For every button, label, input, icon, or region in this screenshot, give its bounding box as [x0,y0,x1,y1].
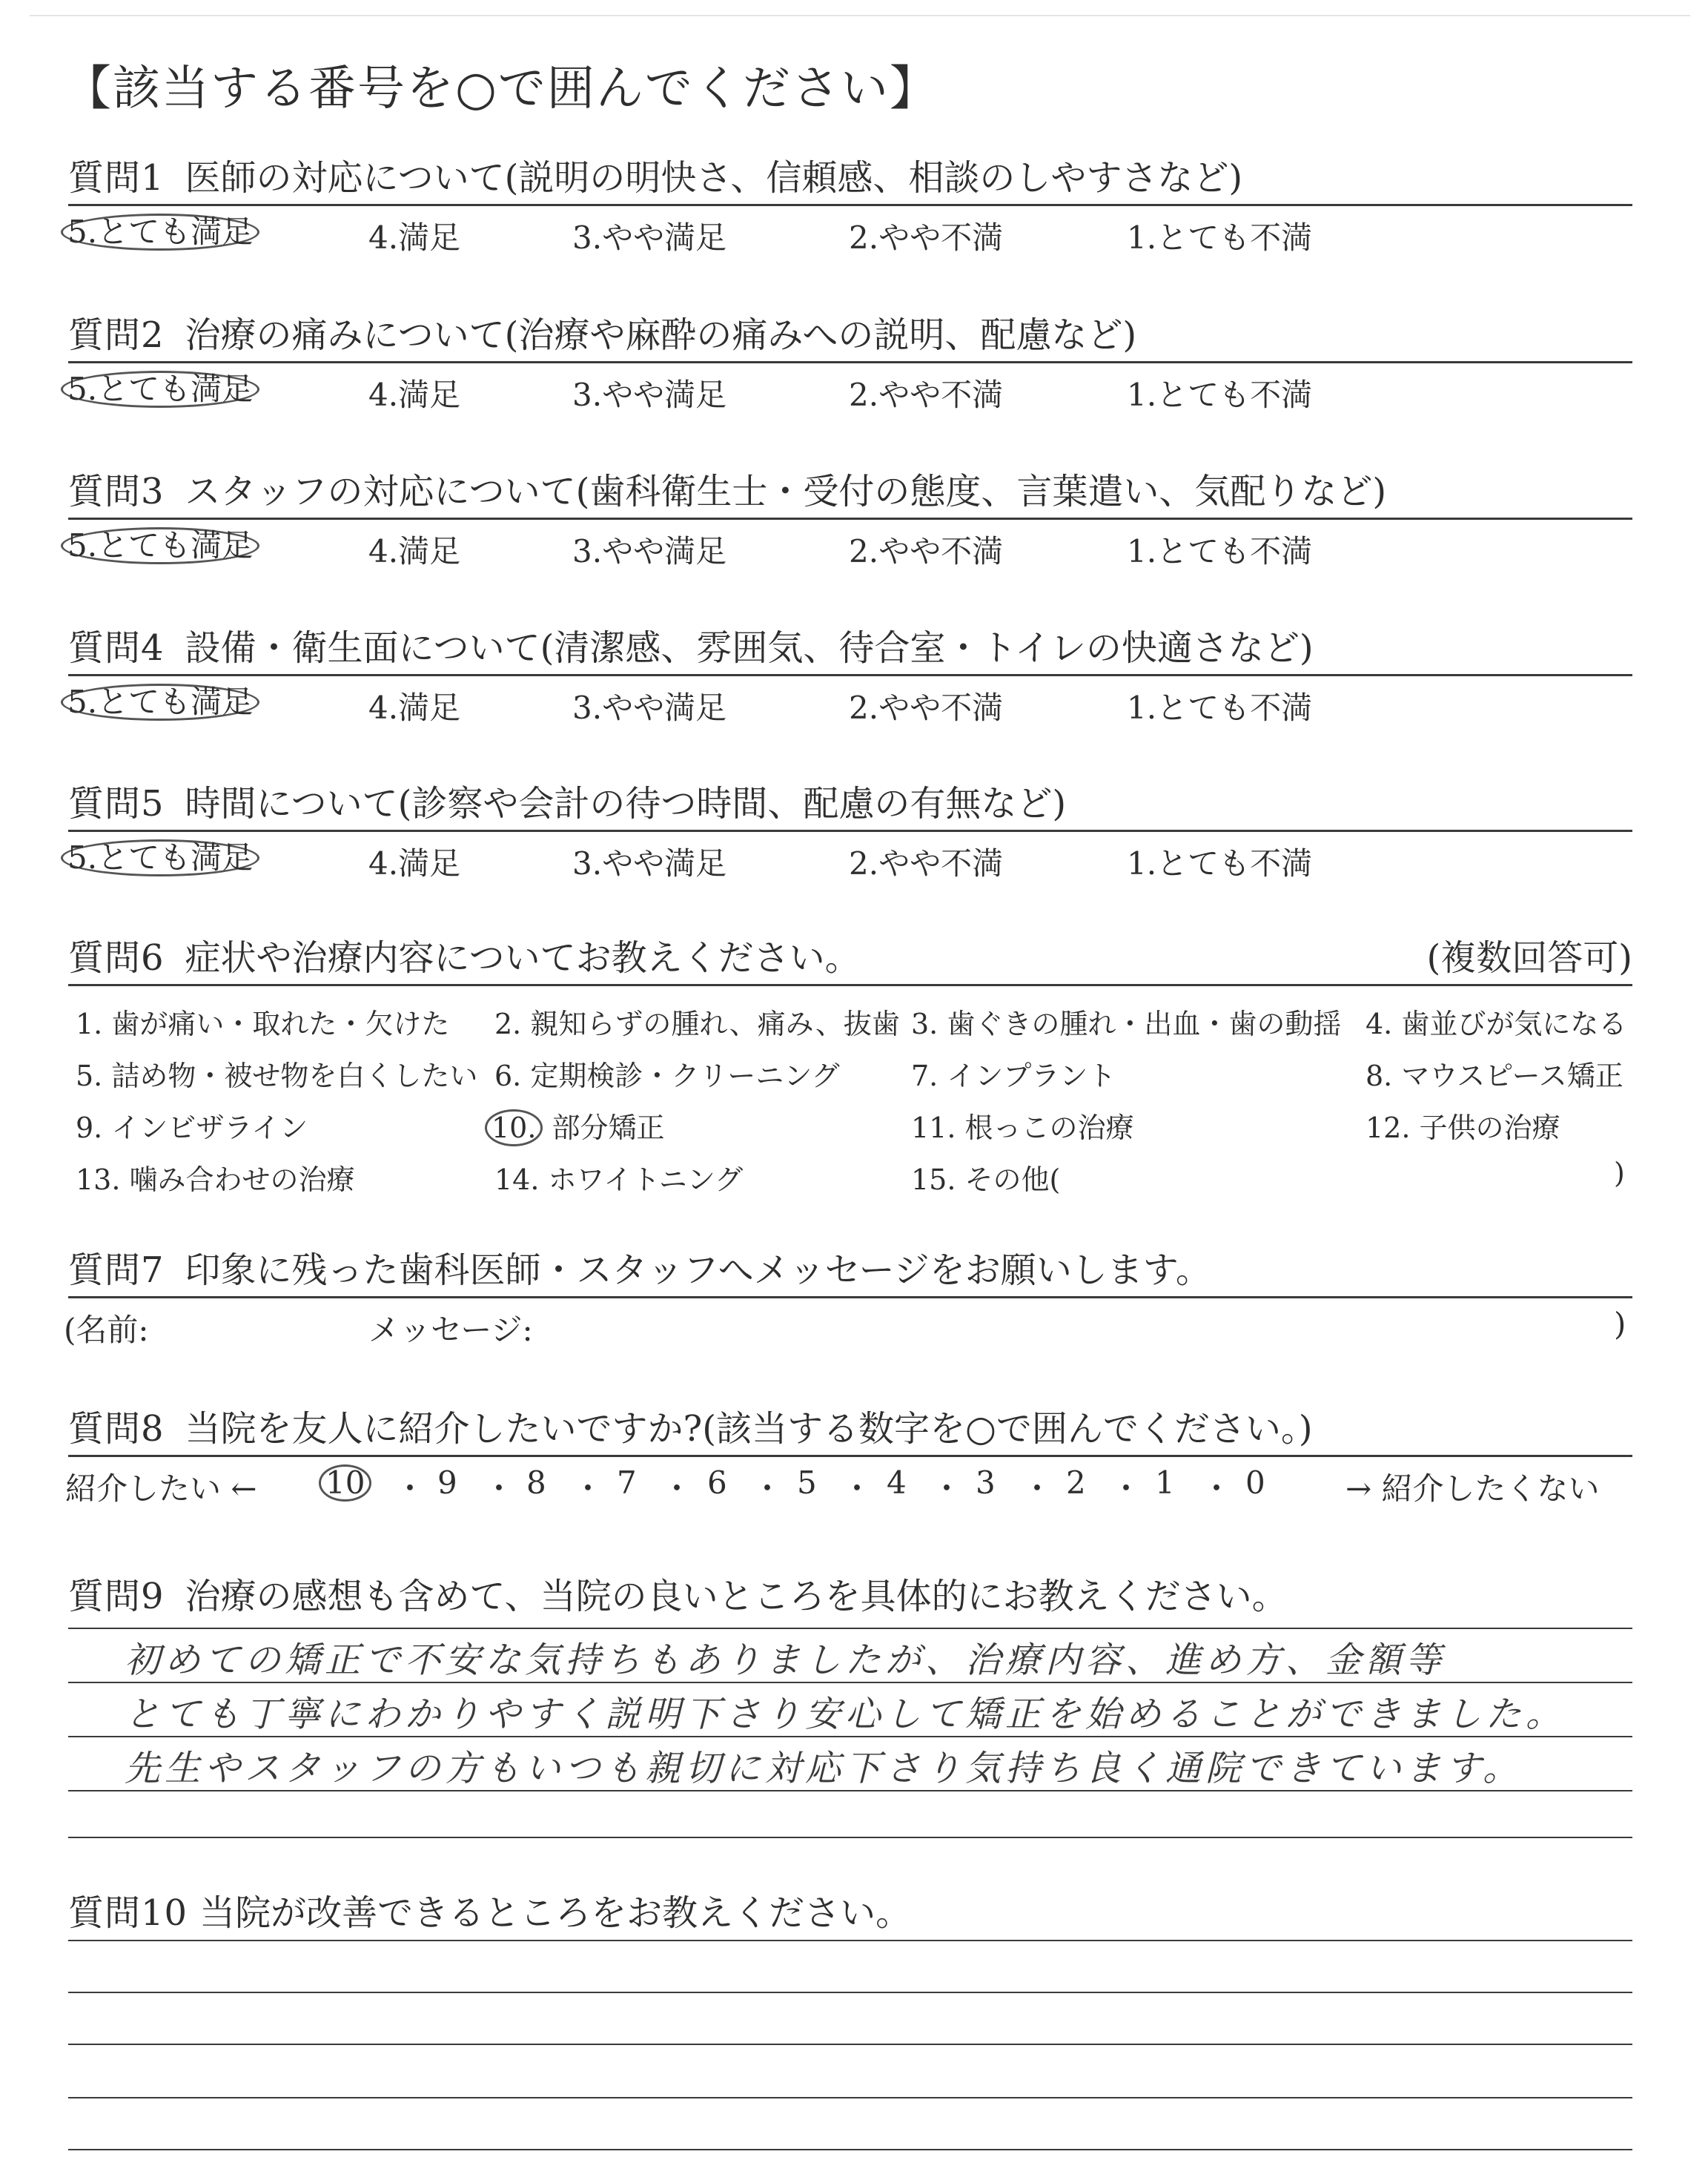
scale-0[interactable]: 0 [1245,1464,1265,1501]
question-title [68,1571,1632,1622]
rating-options[interactable] [68,363,1632,415]
symptom-item-selected[interactable]: 10. 部分矯正 [492,1105,665,1146]
selected-circle: 5.とても満足 [61,684,259,721]
option-1[interactable]: 1.とても不満 [1127,377,1313,413]
question-number: 質問6 [68,937,165,979]
option-2[interactable]: 2.やや不満 [849,533,1004,569]
option-1[interactable]: 1.とても不満 [1127,845,1313,882]
scale-dot: ・ [483,1470,515,1507]
question-title [68,1403,1632,1455]
question-9 [68,1571,1632,1622]
answer-line [68,1940,1632,1941]
option-1[interactable]: 1.とても不満 [1127,690,1313,726]
scale-7[interactable]: 7 [617,1464,637,1501]
name-label: (名前: [64,1312,149,1348]
option-5[interactable] [68,371,259,408]
symptom-item[interactable]: 11. 根っこの治療 [911,1112,1134,1144]
selected-circle: 10 [319,1464,371,1502]
scale-dot: ・ [841,1470,873,1507]
symptom-item[interactable]: 12. 子供の治療 [1366,1112,1560,1144]
scale-dot: ・ [931,1470,963,1507]
option-4[interactable]: 4.満足 [368,533,461,569]
symptom-item[interactable]: 5. 詰め物・被せ物を白くしたい [76,1060,478,1092]
symptom-item[interactable]: 9. インビザライン [76,1112,308,1144]
page-header: 【該当する番号を○で囲んでください】 [64,62,939,116]
symptom-item-other[interactable]: 15. その他( [911,1163,1061,1196]
answer-line [68,1992,1632,1993]
multiple-answers-note: (複数回答可) [1426,937,1632,979]
option-3[interactable]: 3.やや満足 [572,845,727,882]
scale-9[interactable]: 9 [437,1464,457,1501]
question-text: 印象に残った歯科医師・スタッフへメッセージをお願いします。 [185,1249,1211,1291]
message-label: メッセージ: [368,1312,533,1348]
answer-line [68,1628,1632,1629]
question-title [68,152,1632,204]
scale-8[interactable]: 8 [526,1464,546,1501]
question-number: 質問3 [68,471,165,512]
option-2[interactable]: 2.やや不満 [849,377,1004,413]
handwritten-answer-line-2: とても丁寧にわかりやすく説明下さり安心して矯正を始めることができました。 [125,1694,1566,1735]
recommend-left-label: 紹介したい ← [65,1470,257,1507]
question-7 [64,1244,1632,1350]
option-5[interactable] [68,214,259,251]
question-number: 質問10 [68,1892,188,1934]
scale-dot: ・ [661,1470,693,1507]
question-4 [68,622,1632,728]
symptom-item[interactable]: 14. ホワイトニング [494,1163,744,1196]
selected-circle: 10. [485,1109,543,1146]
symptom-item[interactable]: 4. 歯並びが気になる [1366,1008,1627,1040]
scale-6[interactable]: 6 [707,1464,727,1501]
question-title [68,778,1632,830]
answer-line [68,2097,1632,2098]
message-row[interactable] [64,1298,1632,1350]
question-text: 症状や治療内容についてお教えください。 [185,937,861,979]
question-5 [68,778,1632,884]
symptom-item[interactable]: 1. 歯が痛い・取れた・欠けた [76,1008,450,1040]
option-4[interactable]: 4.満足 [368,690,461,726]
selected-circle: 5.とても満足 [61,839,259,876]
scale-dot: ・ [1110,1470,1142,1507]
recommend-scale[interactable] [65,1457,1632,1516]
rating-options[interactable] [68,206,1632,258]
scale-3[interactable]: 3 [976,1464,996,1501]
rating-options[interactable] [68,520,1632,572]
option-3[interactable]: 3.やや満足 [572,533,727,569]
option-2[interactable]: 2.やや不満 [849,690,1004,726]
scale-dot: ・ [1022,1470,1053,1507]
question-text: 当院を友人に紹介したいですか?(該当する数字を○で囲んでください。) [185,1408,1313,1450]
question-text: スタッフの対応について(歯科衛生士・受付の態度、言葉遣い、気配りなど) [185,471,1387,512]
answer-line [68,1790,1632,1791]
question-number: 質問7 [68,1249,165,1291]
option-3[interactable]: 3.やや満足 [572,377,727,413]
scale-10-selected[interactable] [326,1464,371,1502]
option-5[interactable] [68,839,259,876]
option-1[interactable]: 1.とても不満 [1127,219,1313,256]
option-4[interactable]: 4.満足 [368,219,461,256]
scale-dot: ・ [752,1470,784,1507]
rating-options[interactable] [68,676,1632,728]
option-1[interactable]: 1.とても不満 [1127,533,1313,569]
answer-line [68,1736,1632,1737]
rating-options[interactable] [68,832,1632,884]
question-title [68,1244,1632,1296]
scale-2[interactable]: 2 [1066,1464,1086,1501]
question-2 [68,309,1632,415]
question-title [68,309,1632,361]
option-3[interactable]: 3.やや満足 [572,219,727,256]
question-number: 質問2 [68,314,165,356]
option-4[interactable]: 4.満足 [368,377,461,413]
question-title [68,1887,1632,1939]
question-number: 質問1 [68,157,165,199]
answer-line [68,1837,1632,1838]
scale-5[interactable]: 5 [797,1464,817,1501]
question-text: 治療の感想も含めて、当院の良いところを具体的にお教えください。 [185,1576,1288,1617]
question-number: 質問8 [68,1408,165,1450]
closing-paren: ) [1614,1306,1626,1342]
question-3 [68,466,1632,572]
question-number: 質問9 [68,1576,165,1617]
option-3[interactable]: 3.やや満足 [572,690,727,726]
question-title [68,932,1632,984]
symptom-item[interactable]: 3. 歯ぐきの腫れ・出血・歯の動揺 [911,1008,1342,1040]
symptom-item[interactable]: 6. 定期検診・クリーニング [494,1060,840,1092]
selected-circle: 5.とても満足 [61,214,259,251]
question-title [68,466,1632,518]
scale-4[interactable]: 4 [887,1464,907,1501]
question-6 [68,932,1632,1201]
question-number: 質問5 [68,783,165,825]
symptom-item[interactable]: 2. 親知らずの腫れ、痛み、抜歯 [494,1008,900,1040]
recommend-right-label: → 紹介したくない [1345,1470,1600,1507]
option-2[interactable]: 2.やや不満 [849,845,1004,882]
question-title [68,622,1632,674]
question-10 [68,1887,1632,1939]
question-number: 質問4 [68,627,165,669]
scale-1[interactable]: 1 [1155,1464,1175,1501]
symptom-item[interactable]: 7. インプラント [911,1060,1116,1092]
question-text: 医師の対応について(説明の明快さ、信頼感、相談のしやすさなど) [185,157,1243,199]
answer-line [68,1682,1632,1683]
top-border [30,15,1690,16]
answer-line [68,2149,1632,2150]
question-text: 治療の痛みについて(治療や麻酔の痛みへの説明、配慮など) [185,314,1137,356]
handwritten-answer-line-1: 初めての矯正で不安な気持ちもありましたが、治療内容、進め方、金額等 [125,1639,1446,1681]
scale-dot: ・ [394,1470,426,1507]
question-8 [65,1403,1632,1516]
question-text: 当院が改善できるところをお教えください。 [199,1892,912,1934]
answer-line [68,2044,1632,2045]
option-4[interactable]: 4.満足 [368,845,461,882]
question-text: 設備・衛生面について(清潔感、雰囲気、待合室・トイレの快適さなど) [185,627,1314,669]
option-2[interactable]: 2.やや不満 [849,219,1004,256]
scale-dot: ・ [572,1470,604,1507]
option-5[interactable] [68,684,259,721]
selected-circle: 5.とても満足 [61,527,259,564]
symptom-item[interactable]: 13. 噛み合わせの治療 [76,1163,355,1196]
selected-circle: 5.とても満足 [61,371,259,408]
question-text: 時間について(診察や会計の待つ時間、配慮の有無など) [185,783,1067,825]
question-1 [68,152,1632,258]
option-5[interactable] [68,527,259,564]
scale-dot: ・ [1201,1470,1233,1507]
symptom-item[interactable]: 8. マウスピース矯正 [1366,1060,1623,1092]
handwritten-answer-line-3: 先生やスタッフの方もいつも親切に対応下さり気持ち良く通院できています。 [125,1748,1523,1789]
symptom-options [68,986,1632,1201]
closing-paren: ) [1614,1157,1625,1189]
